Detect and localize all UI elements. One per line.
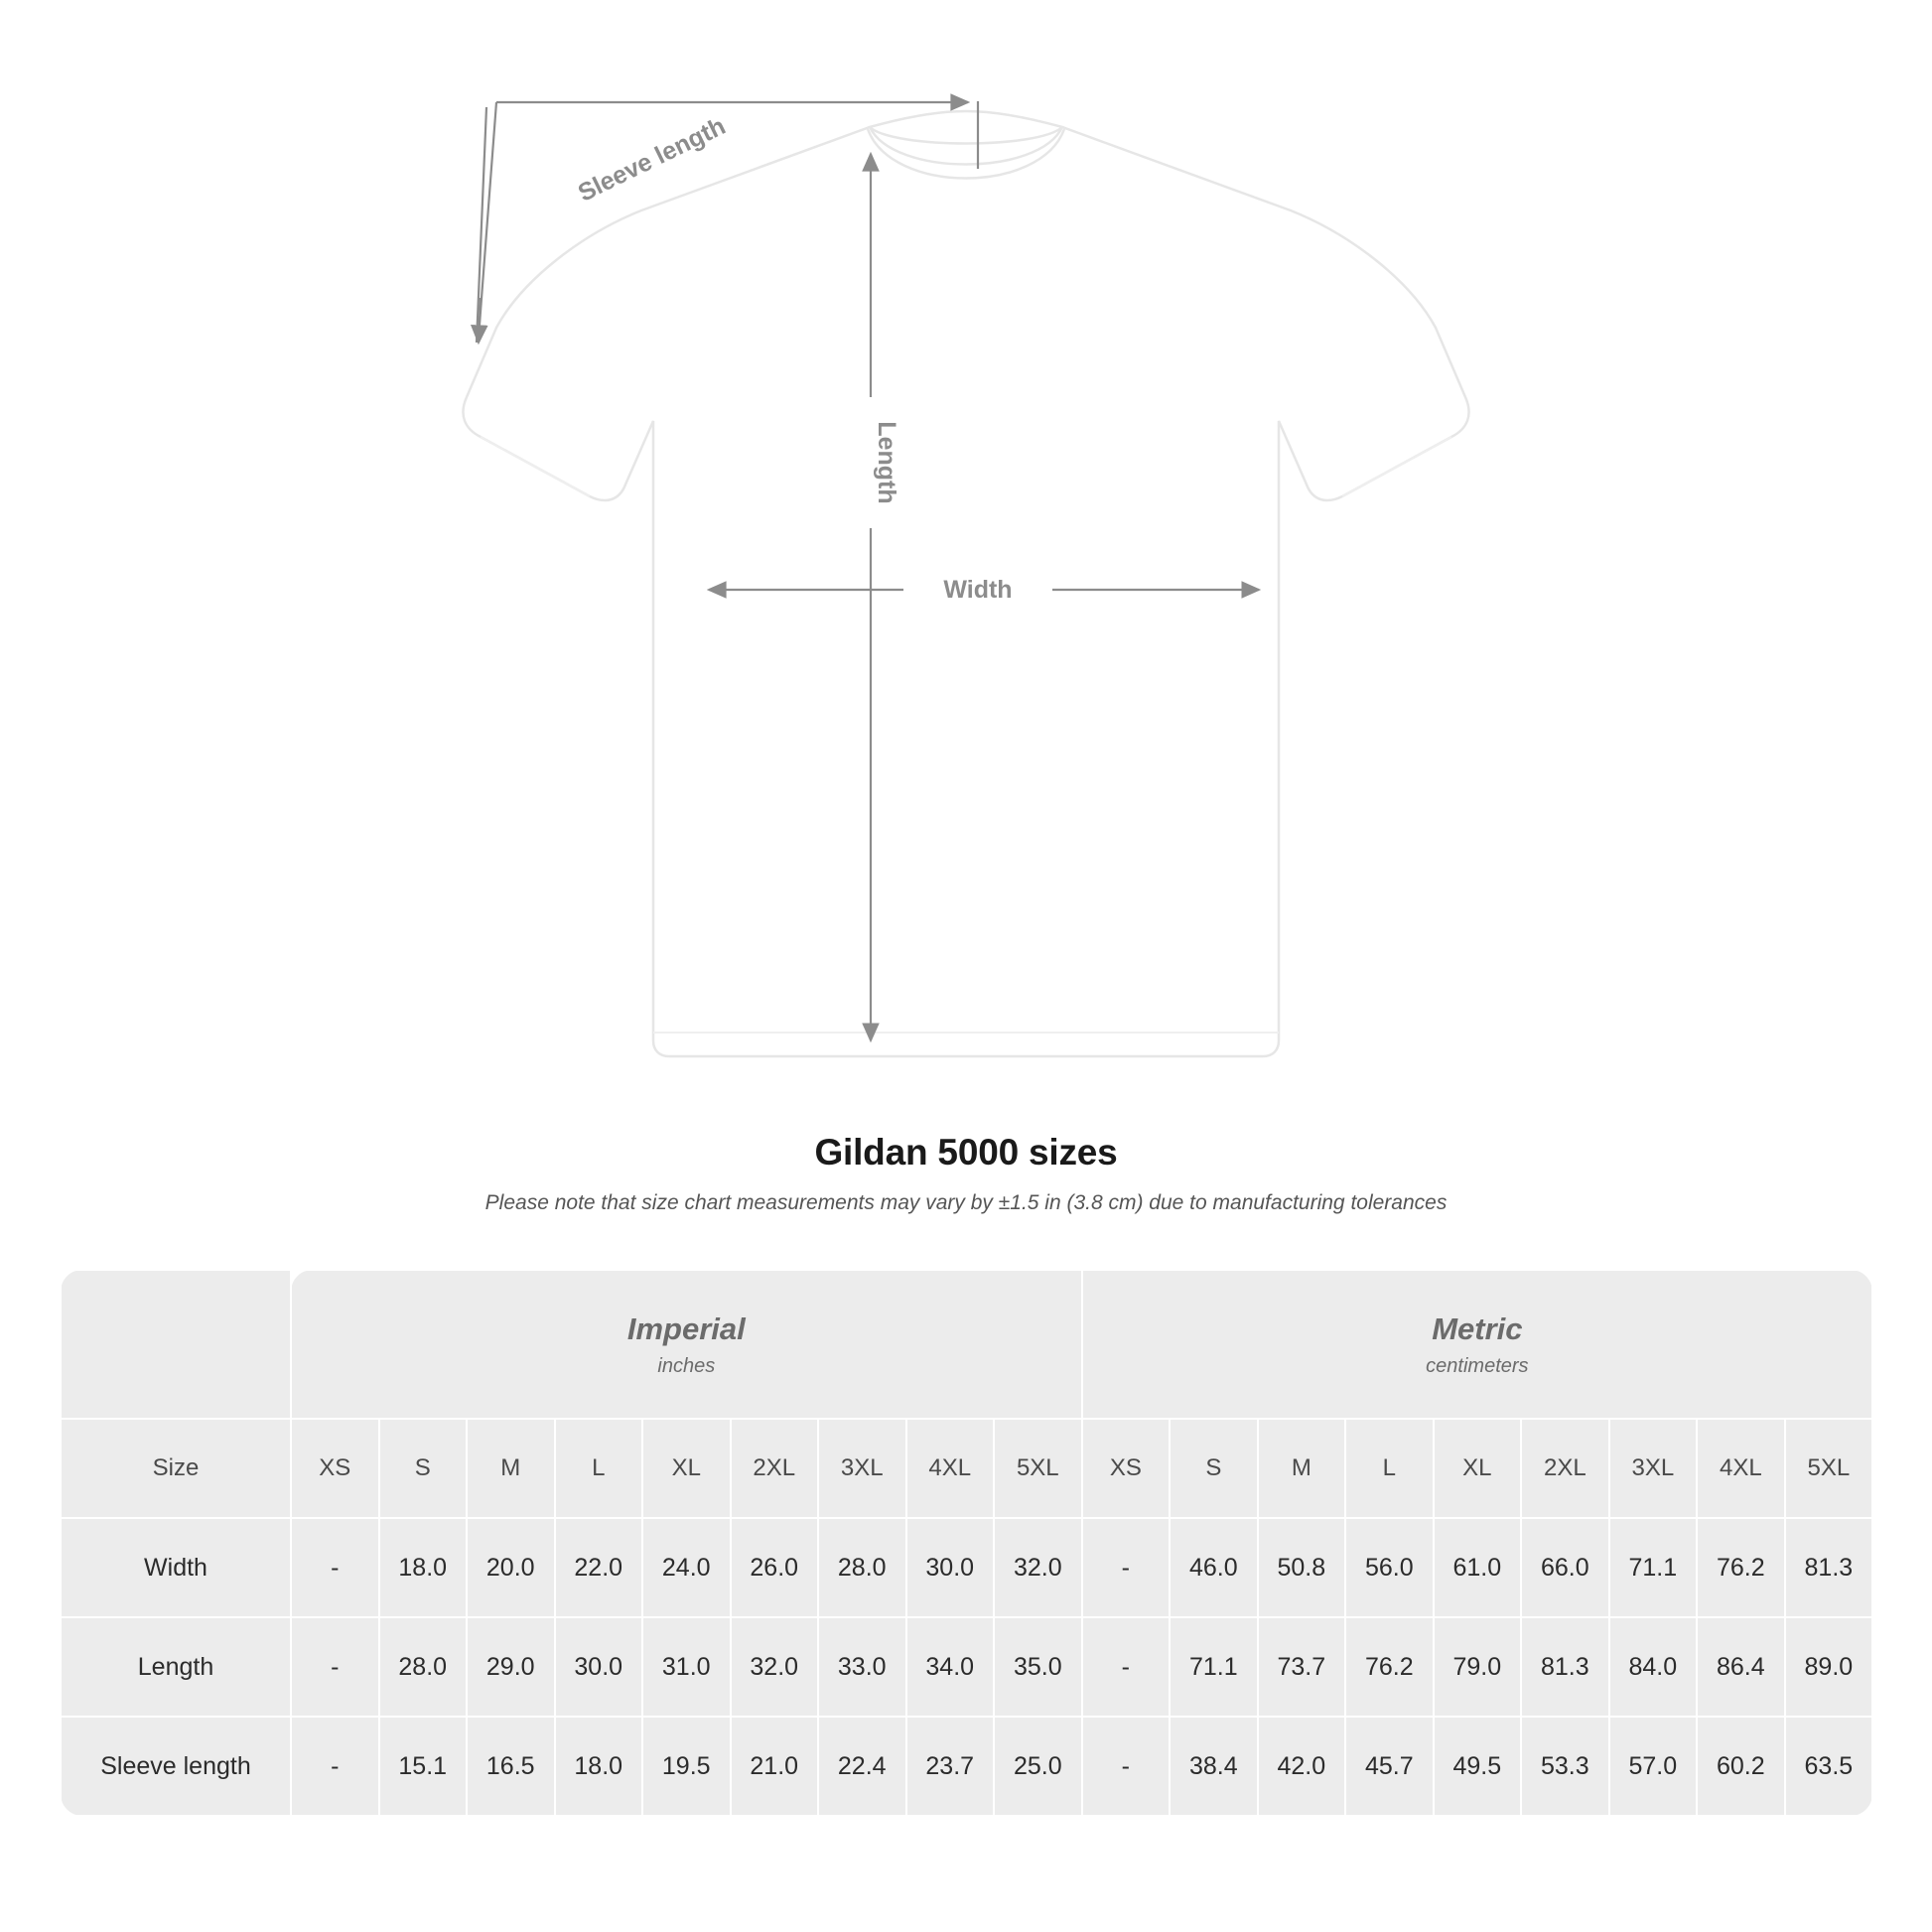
- title-block: [0, 1132, 1932, 1215]
- size-header-metric-l: L: [1345, 1419, 1434, 1518]
- length-label: Length: [873, 421, 900, 504]
- cell-length-metric-l: 76.2: [1345, 1617, 1434, 1717]
- cell-width-imperial-m: 20.0: [467, 1518, 555, 1617]
- tolerance-note: Please note that size chart measurements may vary by ±1.5 in (3.8 cm) due to manufacturing tolerances: [484, 1191, 1448, 1214]
- cell-length-metric-m: 73.7: [1258, 1617, 1346, 1717]
- cell-length-imperial-l: 30.0: [555, 1617, 643, 1717]
- cell-length-metric-5xl: 89.0: [1785, 1617, 1873, 1717]
- size-table-wrapper: [60, 1269, 1872, 1817]
- cell-width-metric-l: 56.0: [1345, 1518, 1434, 1617]
- cell-length-metric-3xl: 84.0: [1609, 1617, 1698, 1717]
- cell-length-imperial-3xl: 33.0: [818, 1617, 906, 1717]
- row-label-width: Width: [61, 1518, 291, 1617]
- size-header-row: [61, 1419, 1872, 1518]
- cell-sleeve-metric-s: 38.4: [1170, 1717, 1258, 1816]
- cell-sleeve-metric-3xl: 57.0: [1609, 1717, 1698, 1816]
- size-label-cell: Size: [61, 1419, 291, 1518]
- size-header-imperial-3xl: 3XL: [818, 1419, 906, 1518]
- cell-width-metric-3xl: 71.1: [1609, 1518, 1698, 1617]
- size-header-metric-2xl: 2XL: [1521, 1419, 1609, 1518]
- cell-sleeve-metric-xs: -: [1082, 1717, 1171, 1816]
- size-header-imperial-xs: XS: [291, 1419, 379, 1518]
- size-header-imperial-xl: XL: [642, 1419, 731, 1518]
- unit-metric-cell: [1082, 1270, 1873, 1419]
- unit-corner-cell: [61, 1270, 291, 1419]
- cell-length-metric-xl: 79.0: [1434, 1617, 1522, 1717]
- unit-imperial-sub: inches: [657, 1354, 716, 1377]
- cell-sleeve-metric-xl: 49.5: [1434, 1717, 1522, 1816]
- cell-sleeve-metric-5xl: 63.5: [1785, 1717, 1873, 1816]
- cell-length-imperial-s: 28.0: [379, 1617, 468, 1717]
- width-label: Width: [943, 576, 1013, 604]
- size-header-imperial-5xl: 5XL: [994, 1419, 1082, 1518]
- table-row: [61, 1717, 1872, 1816]
- cell-length-imperial-xs: -: [291, 1617, 379, 1717]
- cell-sleeve-imperial-l: 18.0: [555, 1717, 643, 1816]
- cell-width-metric-xl: 61.0: [1434, 1518, 1522, 1617]
- size-header-metric-4xl: 4XL: [1697, 1419, 1785, 1518]
- cell-length-metric-2xl: 81.3: [1521, 1617, 1609, 1717]
- unit-imperial-cell: [291, 1270, 1082, 1419]
- cell-length-imperial-4xl: 34.0: [906, 1617, 995, 1717]
- size-header-imperial-s: S: [379, 1419, 468, 1518]
- unit-metric-name: Metric: [1432, 1311, 1523, 1346]
- cell-sleeve-imperial-5xl: 25.0: [994, 1717, 1082, 1816]
- cell-width-imperial-xl: 24.0: [642, 1518, 731, 1617]
- size-header-metric-5xl: 5XL: [1785, 1419, 1873, 1518]
- cell-width-metric-m: 50.8: [1258, 1518, 1346, 1617]
- cell-sleeve-imperial-2xl: 21.0: [731, 1717, 819, 1816]
- cell-length-imperial-m: 29.0: [467, 1617, 555, 1717]
- cell-sleeve-imperial-s: 15.1: [379, 1717, 468, 1816]
- cell-width-imperial-l: 22.0: [555, 1518, 643, 1617]
- size-header-imperial-m: M: [467, 1419, 555, 1518]
- row-label-sleeve-length: Sleeve length: [61, 1717, 291, 1816]
- sleeve-length-label: Sleeve length: [573, 111, 731, 207]
- unit-imperial-name: Imperial: [626, 1311, 746, 1346]
- cell-width-imperial-2xl: 26.0: [731, 1518, 819, 1617]
- cell-width-imperial-xs: -: [291, 1518, 379, 1617]
- cell-width-imperial-5xl: 32.0: [994, 1518, 1082, 1617]
- size-header-imperial-4xl: 4XL: [906, 1419, 995, 1518]
- cell-length-imperial-xl: 31.0: [642, 1617, 731, 1717]
- cell-sleeve-imperial-4xl: 23.7: [906, 1717, 995, 1816]
- table-row: [61, 1518, 1872, 1617]
- cell-length-metric-s: 71.1: [1170, 1617, 1258, 1717]
- row-label-length: Length: [61, 1617, 291, 1717]
- cell-width-metric-4xl: 76.2: [1697, 1518, 1785, 1617]
- table-row: [61, 1617, 1872, 1717]
- cell-width-metric-5xl: 81.3: [1785, 1518, 1873, 1617]
- size-table: [60, 1269, 1873, 1817]
- cell-width-metric-s: 46.0: [1170, 1518, 1258, 1617]
- cell-length-metric-xs: -: [1082, 1617, 1171, 1717]
- cell-sleeve-metric-4xl: 60.2: [1697, 1717, 1785, 1816]
- size-header-metric-s: S: [1170, 1419, 1258, 1518]
- cell-sleeve-imperial-xs: -: [291, 1717, 379, 1816]
- cell-width-imperial-3xl: 28.0: [818, 1518, 906, 1617]
- cell-length-imperial-5xl: 35.0: [994, 1617, 1082, 1717]
- unit-metric-sub: centimeters: [1426, 1354, 1529, 1377]
- cell-sleeve-metric-l: 45.7: [1345, 1717, 1434, 1816]
- cell-length-metric-4xl: 86.4: [1697, 1617, 1785, 1717]
- cell-sleeve-metric-2xl: 53.3: [1521, 1717, 1609, 1816]
- page-title: Gildan 5000 sizes: [814, 1132, 1118, 1173]
- cell-width-metric-xs: -: [1082, 1518, 1171, 1617]
- cell-width-imperial-4xl: 30.0: [906, 1518, 995, 1617]
- size-header-metric-m: M: [1258, 1419, 1346, 1518]
- cell-width-metric-2xl: 66.0: [1521, 1518, 1609, 1617]
- cell-sleeve-imperial-xl: 19.5: [642, 1717, 731, 1816]
- unit-header-row: [61, 1270, 1872, 1419]
- cell-width-imperial-s: 18.0: [379, 1518, 468, 1617]
- size-header-metric-3xl: 3XL: [1609, 1419, 1698, 1518]
- cell-sleeve-imperial-3xl: 22.4: [818, 1717, 906, 1816]
- size-header-metric-xl: XL: [1434, 1419, 1522, 1518]
- cell-length-imperial-2xl: 32.0: [731, 1617, 819, 1717]
- size-header-imperial-2xl: 2XL: [731, 1419, 819, 1518]
- cell-sleeve-metric-m: 42.0: [1258, 1717, 1346, 1816]
- size-header-metric-xs: XS: [1082, 1419, 1171, 1518]
- cell-sleeve-imperial-m: 16.5: [467, 1717, 555, 1816]
- size-header-imperial-l: L: [555, 1419, 643, 1518]
